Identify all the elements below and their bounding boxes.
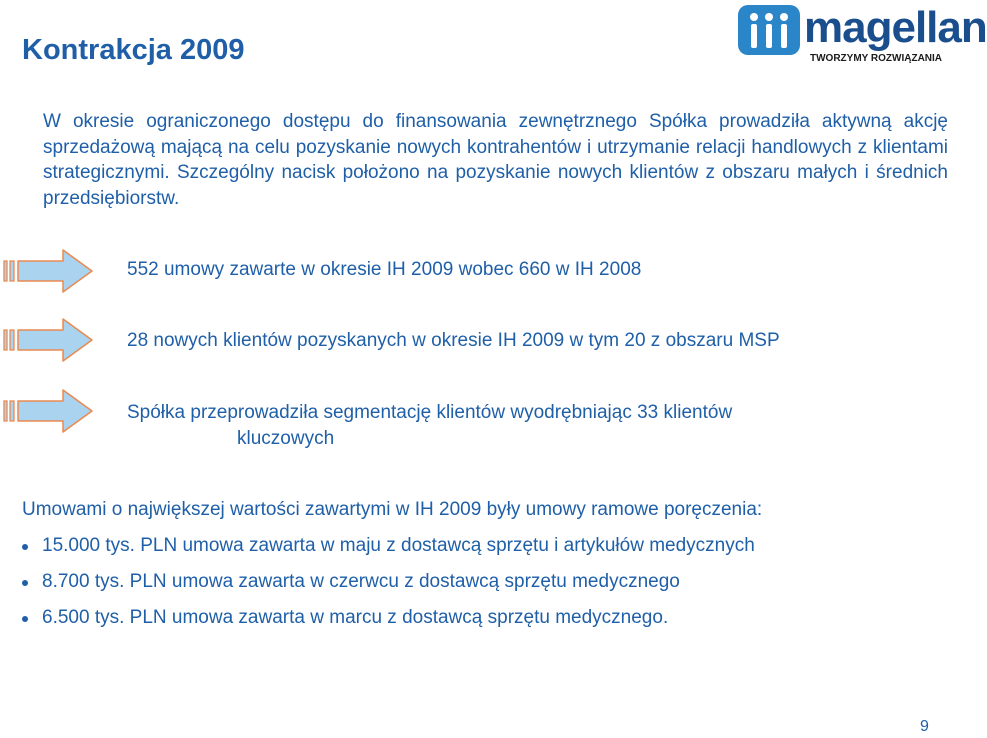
logo-tagline: TWORZYMY ROZWIĄZANIA [810, 53, 943, 64]
page-number: 9 [920, 718, 929, 735]
magellan-logo-icon [738, 5, 800, 55]
magellan-logo [738, 3, 987, 67]
slide-title: Kontrakcja 2009 [22, 34, 245, 66]
highlight-text: 28 nowych klientów pozyskanych w okresie IH 2009 w tym 20 z obszaru MSP [127, 330, 780, 351]
list-item: 6.500 tys. PLN umowa zawarta w marcu z dostawcą sprzętu medycznego. [22, 607, 755, 643]
highlight-text-line: kluczowych [237, 428, 335, 449]
highlight-text: 552 umowy zawarte w okresie IH 2009 wobec 660 w IH 2008 [127, 259, 642, 280]
summary-intro: Umowami o największej wartości zawartymi w IH 2009 były umowy ramowe poręczenia: [22, 499, 763, 520]
highlight-text-line: Spółka przeprowadziła segmentację klientów wyodrębniając 33 klientów [127, 402, 733, 423]
intro-paragraph: W okresie ograniczonego dostępu do finansowania zewnętrznego Spółka prowadziła aktywną akcję sprzedażową mającą na celu pozyskanie nowych kontrahentów i utrzymanie relacji handlowych z klientami strategicznymi. Szczególny nacisk położono na pozyskanie nowych klientów z obszaru małych i średnich przedsiębiorstw. [43, 111, 948, 209]
logo-brand-name: magellan [804, 3, 987, 52]
contracts-list [22, 535, 755, 643]
highlight-text [127, 400, 948, 452]
striped-arrow-icon [3, 248, 95, 294]
striped-arrow-icon [3, 388, 95, 434]
list-item: 15.000 tys. PLN umowa zawarta w maju z dostawcą sprzętu i artykułów medycznych [22, 535, 755, 571]
list-item: 8.700 tys. PLN umowa zawarta w czerwcu z dostawcą sprzętu medycznego [22, 571, 755, 607]
striped-arrow-icon [3, 317, 95, 363]
